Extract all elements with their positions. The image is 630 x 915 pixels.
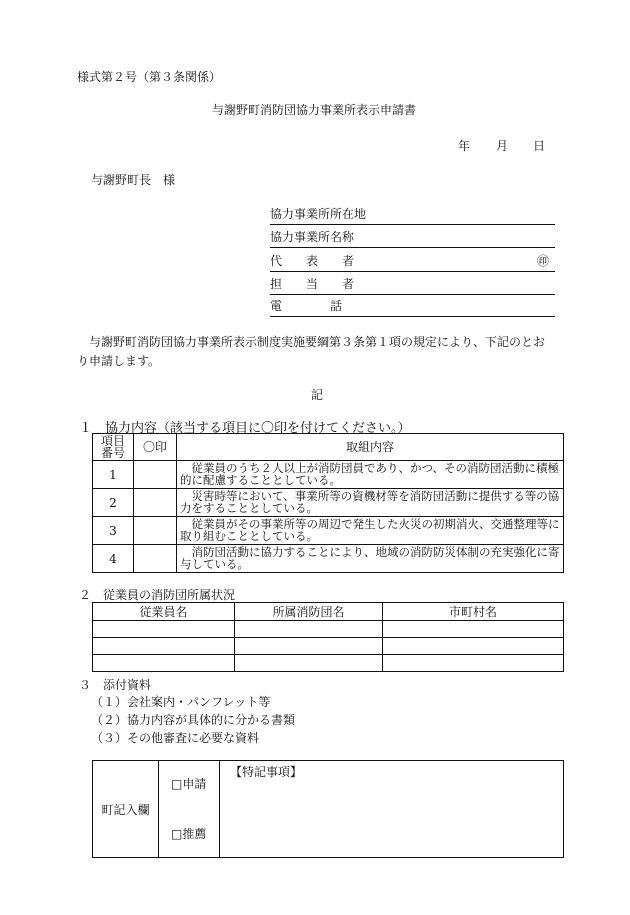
- row-number: 1: [93, 461, 134, 489]
- col-mark: 〇印: [134, 434, 177, 461]
- col-content: 取組内容: [177, 434, 564, 461]
- col-employee-name: 従業員名: [93, 603, 235, 621]
- input-cell[interactable]: [93, 655, 235, 672]
- form-number: 様式第２号（第３条関係）: [77, 70, 222, 84]
- col-municipality: 市町村名: [383, 603, 564, 621]
- ki-heading: 記: [311, 388, 324, 402]
- field-label: 担 当 者: [270, 277, 355, 291]
- intro-text-line2: り申請します。: [77, 354, 161, 368]
- date-month: 月: [496, 139, 509, 153]
- input-cell[interactable]: [383, 638, 564, 655]
- addressee: 与謝野町長 様: [91, 173, 176, 187]
- input-cell[interactable]: [235, 655, 383, 672]
- notes-area[interactable]: [220, 761, 564, 858]
- table-row: [93, 461, 564, 489]
- applicant-field-address[interactable]: [270, 206, 555, 225]
- office-use-box: [92, 760, 564, 858]
- applicant-field-representative[interactable]: [270, 253, 555, 272]
- input-cell[interactable]: [235, 638, 383, 655]
- row-content: 従業員がその事業所等の周辺で発生した火災の初期消火、交通整理等に取り組むこととしている。: [177, 517, 564, 545]
- section3-heading: ３ 添付資料: [79, 678, 152, 692]
- row-number: 2: [93, 489, 134, 517]
- table-row: [93, 638, 564, 655]
- intro-text-line1: 与謝野町消防団協力事業所表示制度実施要綱第３条第１項の規定により、下記のとお: [89, 335, 546, 349]
- input-cell[interactable]: [383, 621, 564, 638]
- date-year: 年: [458, 139, 471, 153]
- attachment-item: （１）会社案内・パンフレット等: [91, 695, 271, 709]
- mark-cell[interactable]: [134, 461, 177, 489]
- notes-label: 【特記事項】: [230, 765, 303, 779]
- input-cell[interactable]: [93, 621, 235, 638]
- office-use-label: 町記入欄: [93, 761, 159, 858]
- field-label: 協力事業所名称: [270, 230, 355, 244]
- input-cell[interactable]: [383, 655, 564, 672]
- page-title: 与謝野町消防団協力事業所表示申請書: [212, 103, 417, 117]
- col-fire-brigade: 所属消防団名: [235, 603, 383, 621]
- row-content: 従業員のうち２人以上が消防団員であり、かつ、その消防団活動に積極的に配慮することとしている。: [177, 461, 564, 489]
- section2-heading: ２ 従業員の消防団所属状況: [79, 588, 236, 602]
- membership-table: [92, 602, 564, 672]
- field-label: 協力事業所所在地: [270, 207, 367, 221]
- table-row: [93, 545, 564, 573]
- applicant-field-contact[interactable]: [270, 276, 555, 295]
- recommend-checkbox[interactable]: □推薦: [171, 827, 207, 841]
- table-row: [93, 489, 564, 517]
- row-content: 消防団活動に協力することにより、地域の消防防災体制の充実強化に寄与している。: [177, 545, 564, 573]
- row-number: 4: [93, 545, 134, 573]
- section1-heading: １ 協力内容（該当する項目に〇印を付けてください。）: [79, 421, 411, 436]
- applicant-field-phone[interactable]: [270, 298, 555, 317]
- input-cell[interactable]: [235, 621, 383, 638]
- apply-checkbox[interactable]: □申請: [171, 777, 207, 791]
- col-item-number: 項目 番号: [93, 434, 134, 461]
- cooperation-table: [92, 433, 564, 573]
- mark-cell[interactable]: [134, 489, 177, 517]
- row-content: 災害時等において、事業所等の資機材等を消防団活動に提供する等の協力をすることとしている。: [177, 489, 564, 517]
- attachment-item: （２）協力内容が具体的に分かる書類: [91, 713, 296, 727]
- seal-mark: ㊞: [536, 254, 549, 268]
- table-row: [93, 517, 564, 545]
- row-number: 3: [93, 517, 134, 545]
- field-label: 代 表 者: [270, 254, 355, 268]
- mark-cell[interactable]: [134, 545, 177, 573]
- table-row: [93, 621, 564, 638]
- field-label: 電 話: [270, 299, 343, 313]
- date-day: 日: [533, 139, 546, 153]
- input-cell[interactable]: [93, 638, 235, 655]
- attachment-item: （３）その他審査に必要な資料: [91, 731, 260, 745]
- applicant-field-name[interactable]: [270, 229, 555, 248]
- table-row: [93, 655, 564, 672]
- mark-cell[interactable]: [134, 517, 177, 545]
